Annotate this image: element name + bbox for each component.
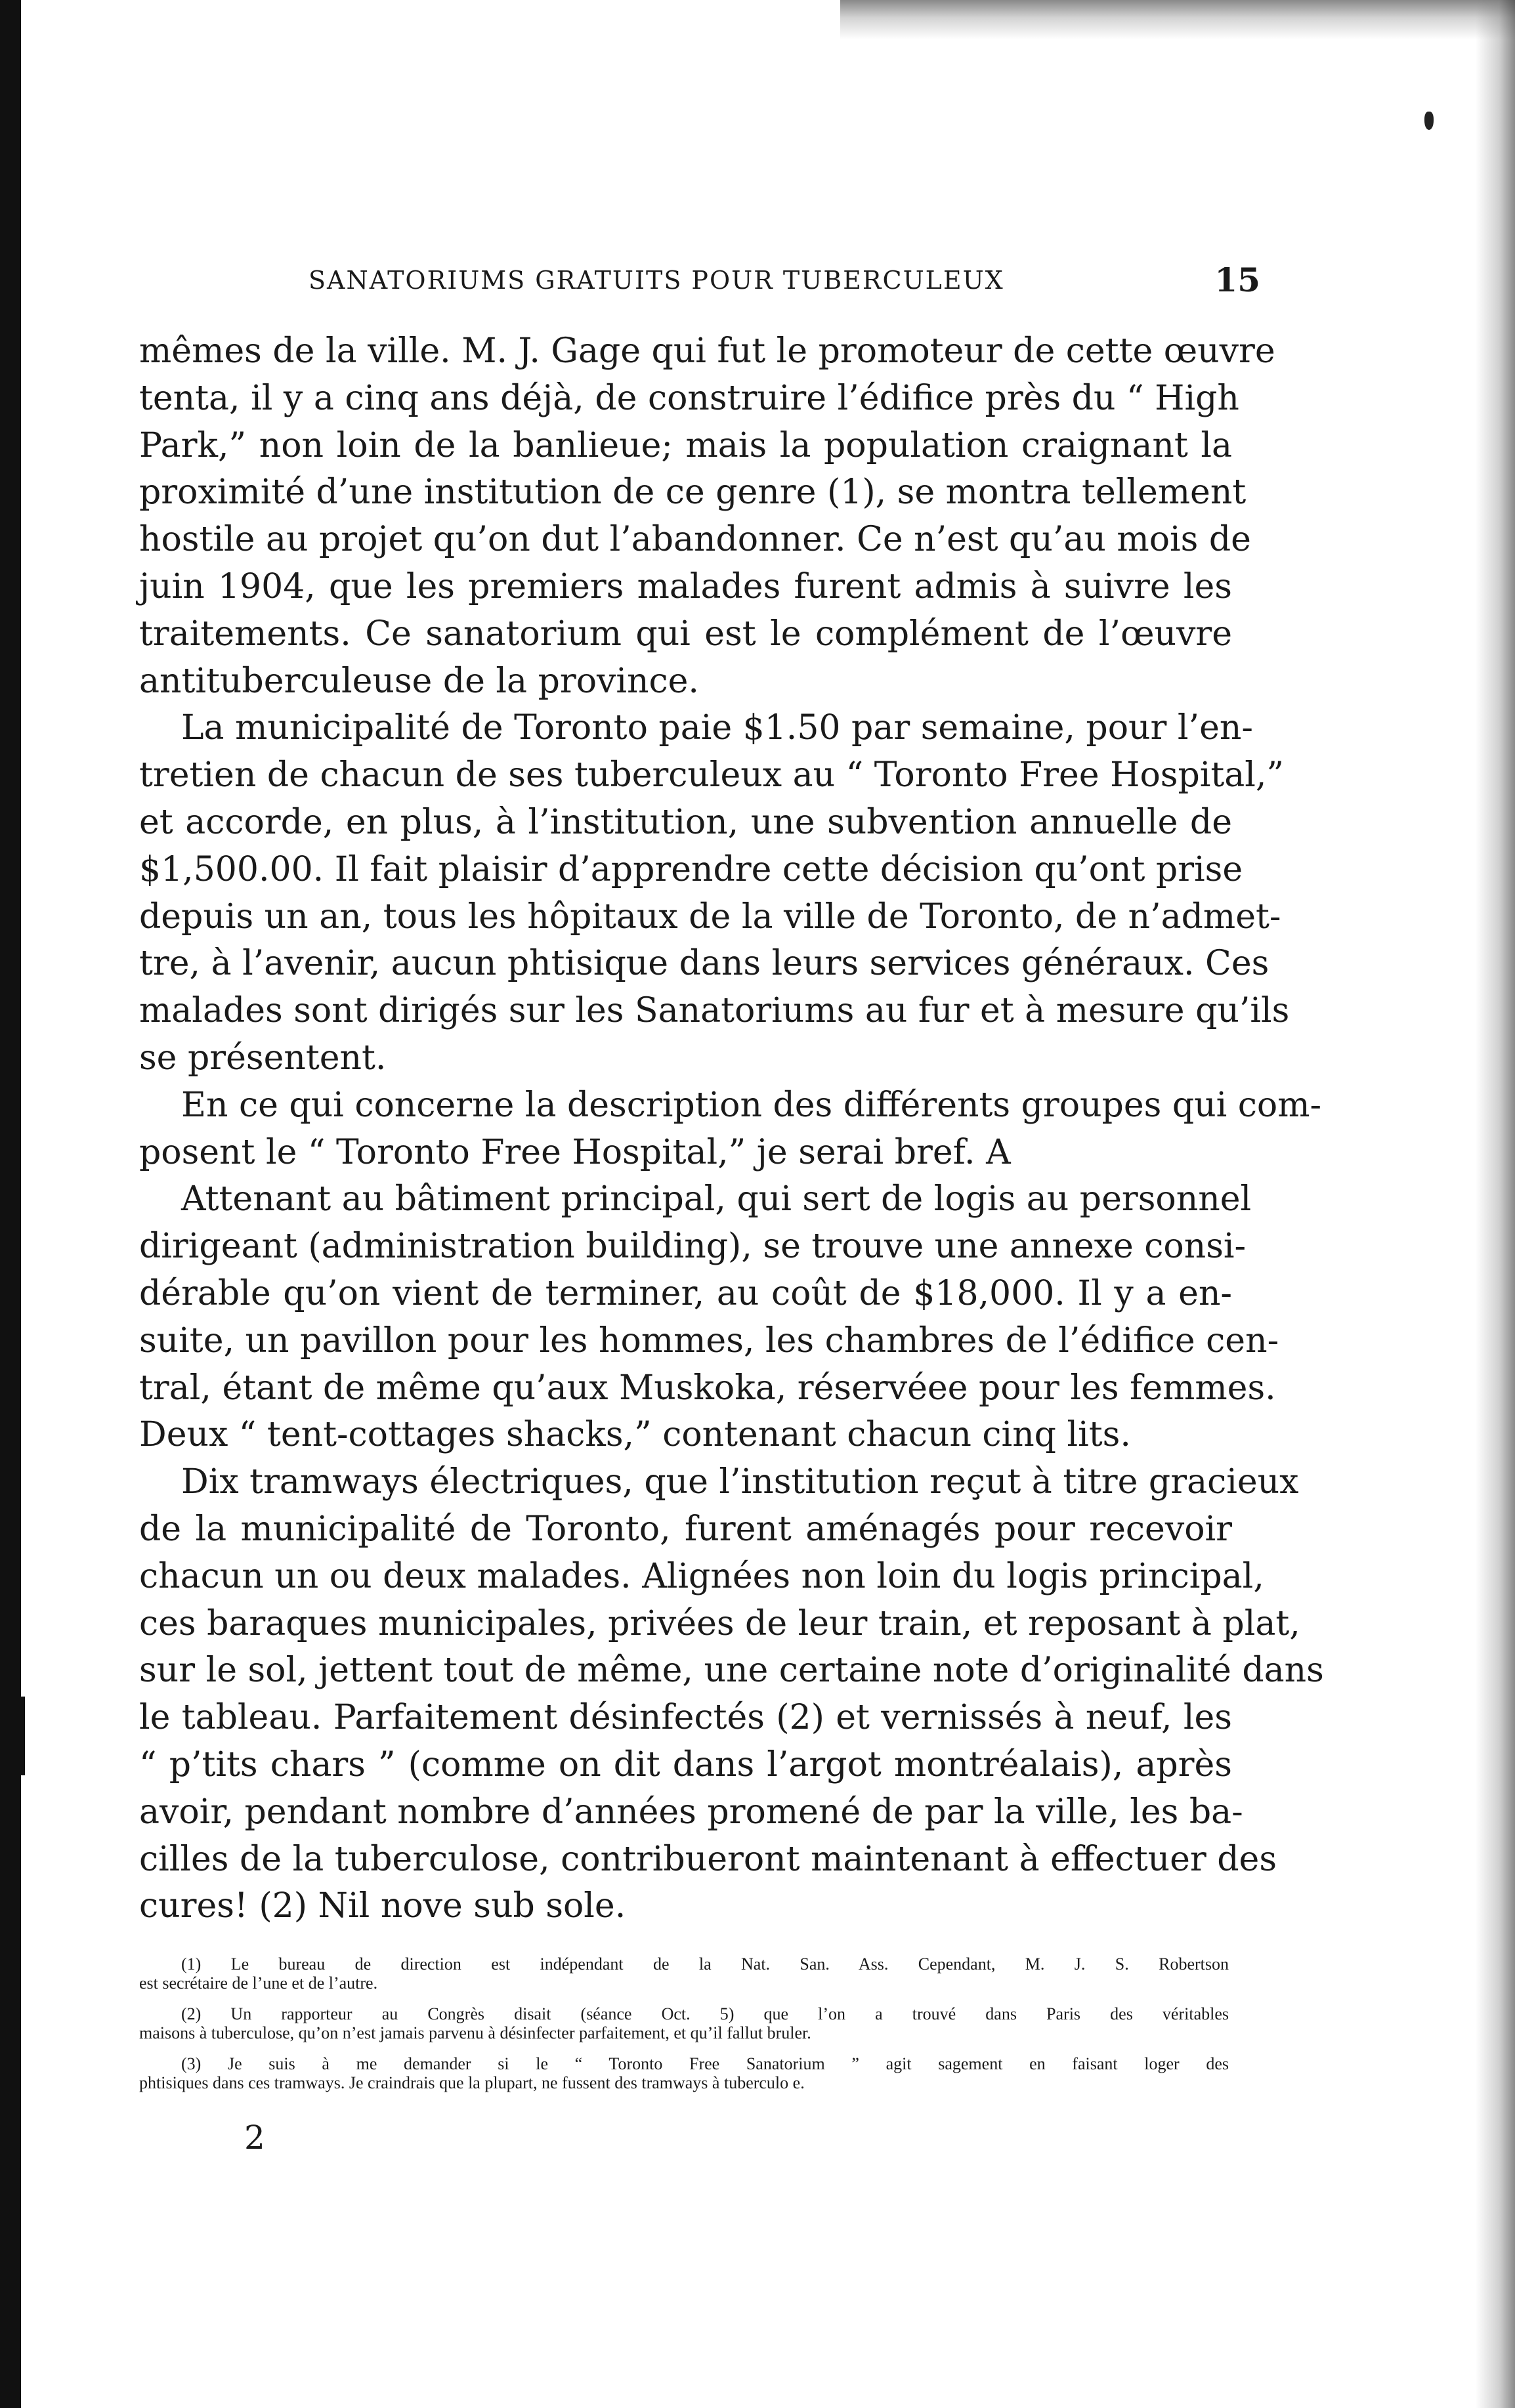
text-line: dirigeant (administration building), se trouve une annexe consi- <box>139 1227 1247 1267</box>
text-line: depuis un an, tous les hôpitaux de la ville de Toronto, de n’admet- <box>139 897 1281 937</box>
text-line: En ce qui concerne la description des différents groupes qui com- <box>181 1085 1322 1125</box>
text-line: malades sont dirigés sur les Sanatoriums au fur et à mesure qu’ils <box>139 991 1290 1031</box>
text-line: sur le sol, jettent tout de même, une certaine note d’originalité dans <box>139 1651 1324 1691</box>
running-title: SANATORIUMS GRATUITS POUR TUBERCULEUX <box>309 266 1004 295</box>
text-line: le tableau. Parfaitement désinfectés (2) et vernissés à neuf, les <box>139 1698 1232 1738</box>
text-line: ces baraques municipales, privées de leur train, et reposant à plat, <box>139 1603 1300 1643</box>
page-number: 15 <box>1214 261 1260 299</box>
scan-top-noise <box>840 0 1515 39</box>
text-line: “ p’tits chars ” (comme on dit dans l’argot montréalais), après <box>139 1744 1232 1785</box>
text-line: La municipalité de Toronto paie $1.50 par semaine, pour l’en- <box>181 708 1253 748</box>
text-line: et accorde, en plus, à l’institution, une subvention annuelle de <box>139 802 1232 842</box>
footnote-line: phtisiques dans ces tramways. Je craindrais que la plupart, ne fussent des tramways à tuberculo e. <box>139 2073 805 2092</box>
footnote-line: maisons à tuberculose, qu’on n’est jamais parvenu à désinfecter parfaitement, et qu’il fallut bruler. <box>139 2023 811 2042</box>
text-line: antituberculeuse de la province. <box>139 661 699 701</box>
running-head <box>309 261 1260 305</box>
scan-binding-edge <box>0 0 21 2408</box>
text-line: $1,500.00. Il fait plaisir d’apprendre cette décision qu’ont prise <box>139 849 1243 889</box>
scan-binding-notch <box>9 1697 25 1775</box>
text-line: tenta, il y a cinq ans déjà, de construire l’édifice près du “ High <box>139 378 1239 418</box>
body-text <box>139 328 1324 1930</box>
text-line: Attenant au bâtiment principal, qui sert de logis au personnel <box>181 1179 1252 1219</box>
signature-mark: 2 <box>244 2119 265 2157</box>
footnotes <box>139 1954 1229 2092</box>
text-line: cures! (2) Nil nove sub sole. <box>139 1886 626 1926</box>
text-line: Park,” non loin de la banlieue; mais la population craignant la <box>139 425 1232 465</box>
text-line: tral, étant de même qu’aux Muskoka, réservéee pour les femmes. <box>139 1368 1276 1408</box>
scan-right-edge <box>1476 0 1515 2408</box>
text-line: mêmes de la ville. M. J. Gage qui fut le promoteur de cette œuvre <box>139 331 1275 371</box>
footnote-line: (1) Le bureau de direction est indépendant de la Nat. San. Ass. Cependant, M. J. S. Robertson <box>181 1954 1229 1974</box>
text-line: Deux “ tent-cottages shacks,” contenant chacun cinq lits. <box>139 1415 1131 1455</box>
text-line: de la municipalité de Toronto, furent aménagés pour recevoir <box>139 1509 1232 1549</box>
footnote-gap <box>139 1993 1229 2004</box>
text-line: traitements. Ce sanatorium qui est le complément de l’œuvre <box>139 614 1232 654</box>
ink-spot <box>1424 112 1434 130</box>
footnote-line: (3) Je suis à me demander si le “ Toronto Free Sanatorium ” agit sagement en faisant loger des <box>181 2054 1229 2073</box>
text-line: avoir, pendant nombre d’années promené de par la ville, les ba- <box>139 1792 1243 1832</box>
text-line: proximité d’une institution de ce genre (1), se montra tellement <box>139 473 1247 513</box>
footnote-gap <box>139 2042 1229 2054</box>
text-line: tretien de chacun de ses tuberculeux au “ Toronto Free Hospital,” <box>139 755 1285 795</box>
text-line: dérable qu’on vient de terminer, au coût de $18,000. Il y a en- <box>139 1273 1232 1313</box>
text-line: se présentent. <box>139 1038 387 1078</box>
text-line: suite, un pavillon pour les hommes, les chambres de l’édifice cen- <box>139 1320 1279 1361</box>
text-line: posent le “ Toronto Free Hospital,” je serai bref. A <box>139 1132 1011 1172</box>
text-line: hostile au projet qu’on dut l’abandonner. Ce n’est qu’au mois de <box>139 520 1251 560</box>
text-line: tre, à l’avenir, aucun phtisique dans leurs services généraux. Ces <box>139 944 1270 984</box>
text-line: Dix tramways électriques, que l’institution reçut à titre gracieux <box>181 1462 1299 1502</box>
text-line: cilles de la tuberculose, contribueront maintenant à effectuer des <box>139 1839 1277 1879</box>
footnote-line: est secrétaire de l’une et de l’autre. <box>139 1974 378 1993</box>
text-line: chacun un ou deux malades. Alignées non loin du logis principal, <box>139 1556 1264 1596</box>
text-line: juin 1904, que les premiers malades furent admis à suivre les <box>139 566 1232 606</box>
footnote-line: (2) Un rapporteur au Congrès disait (séance Oct. 5) que l’on a trouvé dans Paris des véritables <box>181 2004 1229 2023</box>
